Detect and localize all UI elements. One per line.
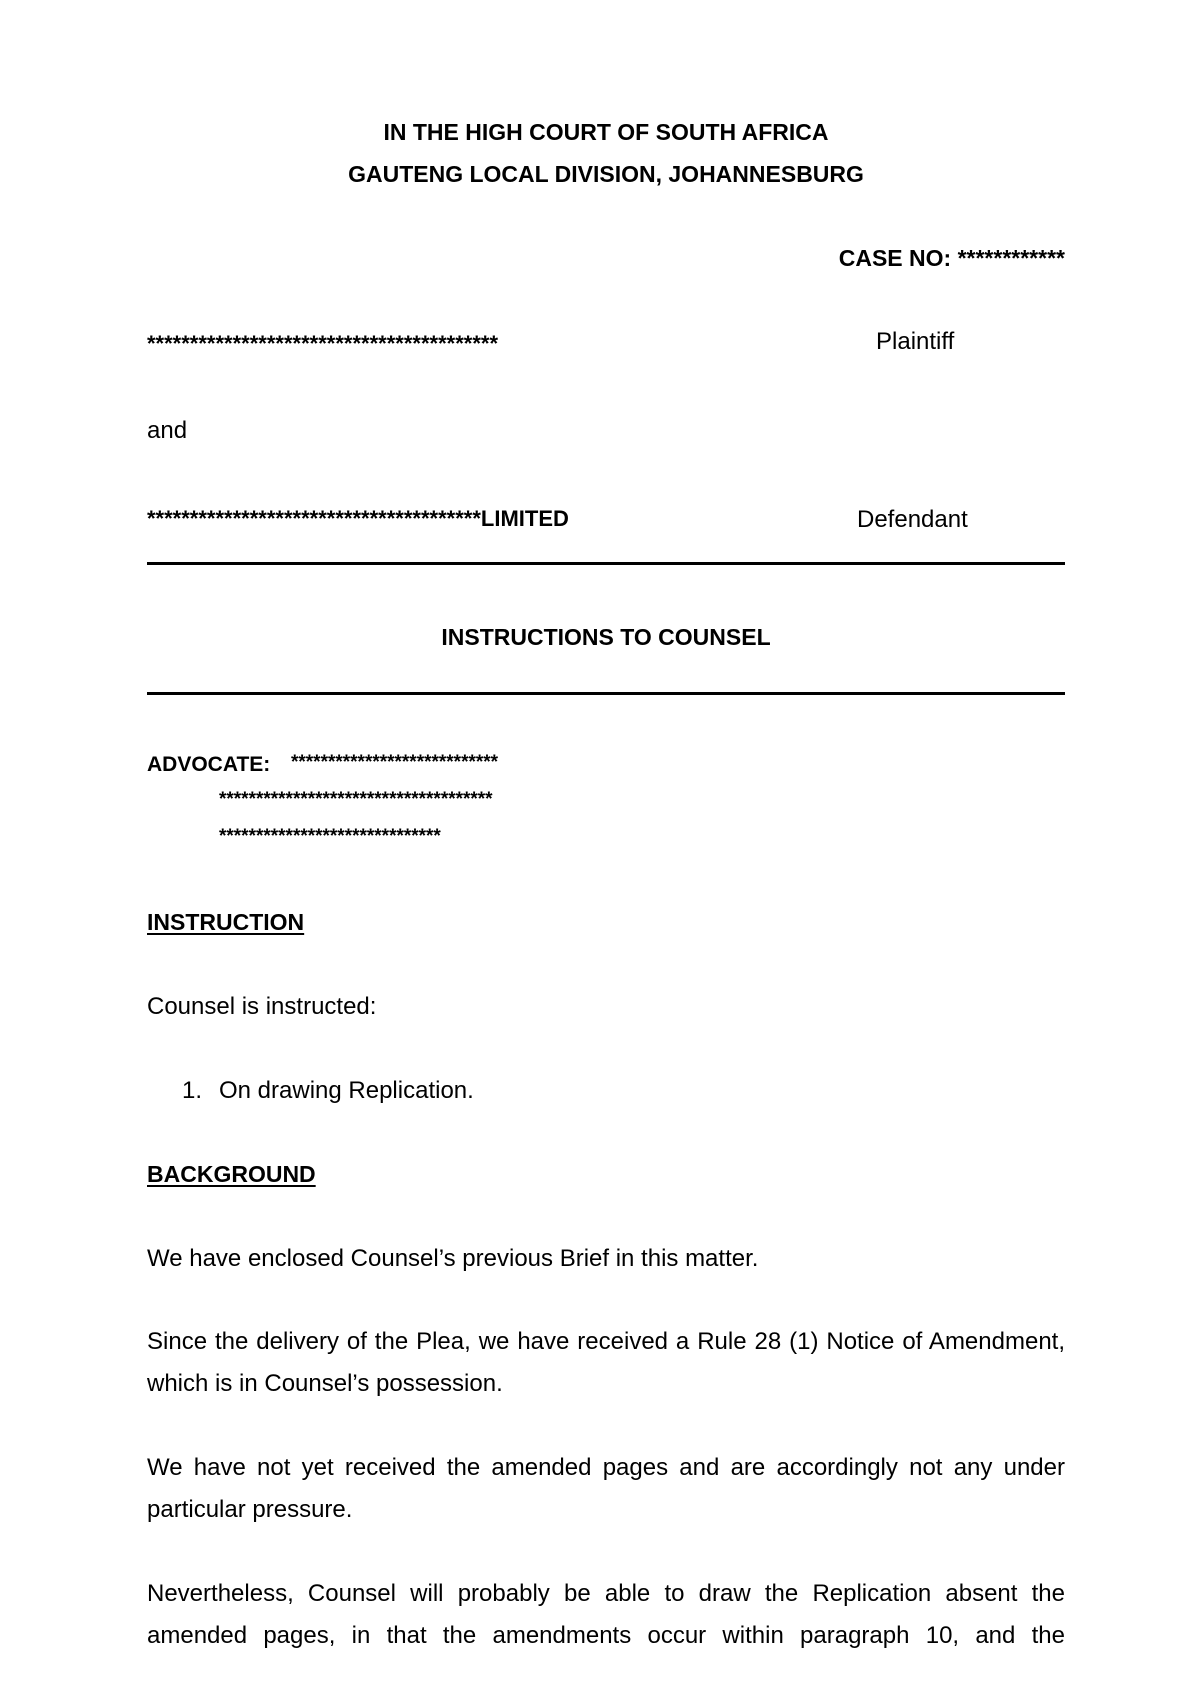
instruction-item-number: 1. [182,1077,203,1104]
background-paragraph-2-line-1: Since the delivery of the Plea, we have received a Rule 28 (1) Notice of Amendment, [147,1328,1065,1355]
document-title: INSTRUCTIONS TO COUNSEL [441,624,771,650]
background-paragraph-4 [147,1573,1065,1657]
background-paragraph-2-line-2: which is in Counsel’s possession. [147,1370,503,1397]
defendant-role: Defendant [857,506,968,533]
court-name: IN THE HIGH COURT OF SOUTH AFRICA [383,119,829,145]
case-number [839,245,1065,272]
background-paragraph-4-line-2: amended pages, in that the amendments occur within paragraph 10, and the [147,1622,1065,1649]
background-heading: BACKGROUND [147,1161,316,1187]
plaintiff-role: Plaintiff [876,328,955,355]
advocate-label: ADVOCATE: [147,753,271,776]
background-paragraph-3-line-1: We have not yet received the amended pages and are accordingly not any under [147,1454,1065,1481]
instruction-heading: INSTRUCTION [147,909,305,935]
case-number-label: CASE NO: [838,245,952,271]
plaintiff-name: ***************************************** [147,331,499,356]
party-conjunction: and [147,417,188,444]
court-division: GAUTENG LOCAL DIVISION, JOHANNESBURG [348,161,864,187]
instruction-item-text: On drawing Replication. [219,1077,474,1104]
case-number-value: ************ [957,245,1065,271]
bottom-divider [147,692,1065,695]
advocate-line-3: ****************************** [219,826,441,847]
top-divider [147,562,1065,565]
background-paragraph-3 [147,1447,1065,1531]
advocate-line-2: ************************************* [219,789,493,810]
background-paragraph-4-line-1: Nevertheless, Counsel will probably be able to draw the Replication absent the [147,1580,1065,1607]
instruction-intro: Counsel is instructed: [147,993,377,1020]
background-paragraph-2 [147,1321,1065,1405]
background-paragraph-3-line-2: particular pressure. [147,1496,353,1523]
background-paragraph-1: We have enclosed Counsel’s previous Brief in this matter. [147,1245,759,1272]
advocate-line-1: **************************** [291,752,499,773]
defendant-name: ***************************************LIMITED [147,506,569,531]
